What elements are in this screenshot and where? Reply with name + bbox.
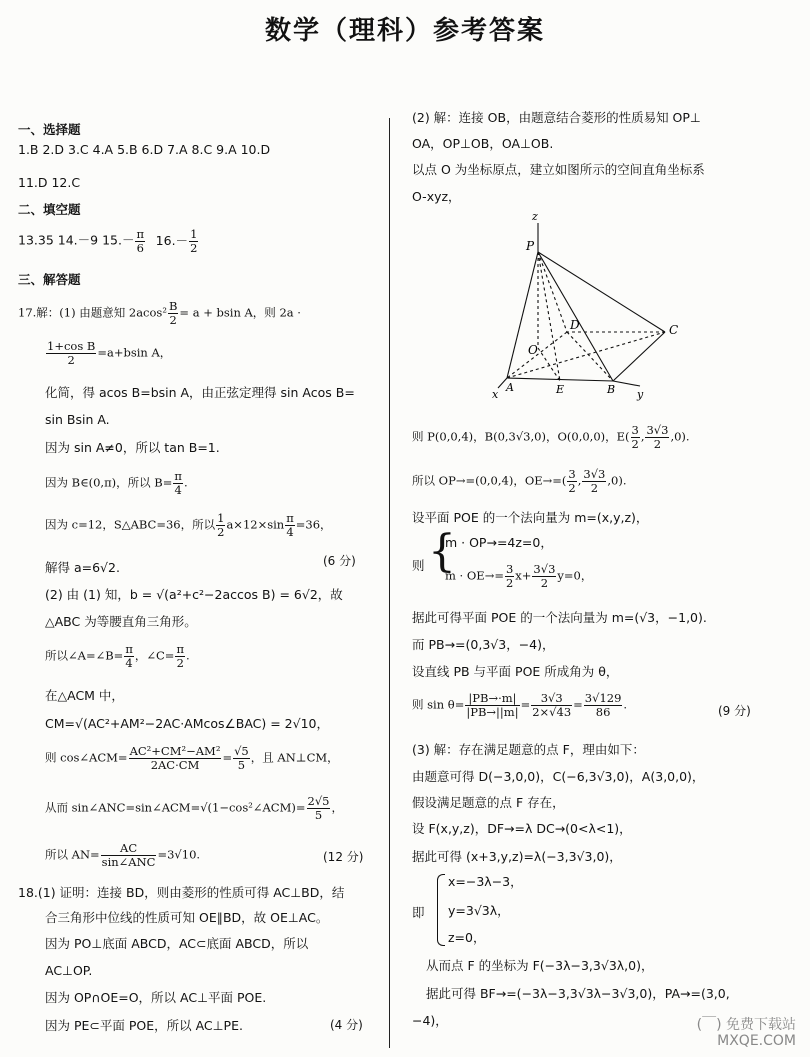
system-brace: {: [428, 526, 456, 577]
r-line9: 而 PB→=(0,3√3，−4)，: [412, 637, 555, 652]
score-mark-6: (6 分): [323, 554, 356, 568]
q17-line13: CM=√(AC²+AM²−2AC·AMcos∠BAC) = 2√10，: [45, 716, 330, 731]
edge-PA: [507, 252, 538, 378]
score-mark-4: (4 分): [330, 1018, 363, 1032]
label-P: P: [526, 239, 535, 253]
pyramid-figure: [480, 208, 690, 403]
r-line12: (3) 解：存在满足题意的点 F，理由如下：: [412, 742, 645, 757]
q17-line15: 从而 sin∠ANC=sin∠ACM=√(1−cos²∠ACM)= $\frac{2√5}{5}$ ，: [45, 794, 343, 822]
r-line15: 设 F(x,y,z)，DF→=λ DC→(0<λ<1)，: [412, 821, 632, 836]
choice-answers-row2: 11.D 12.C: [18, 175, 81, 190]
watermark: (￣) 免费下载站 MXQE.COM: [696, 1017, 796, 1049]
r-line14: 假设满足题意的点 F 存在，: [412, 795, 565, 810]
r-line6: 所以 OP→=(0,0,4)，OE→=( $\frac{3}{2}$ , $\frac{3√3}{2}$ ,0).: [412, 467, 627, 495]
q18-line1: 18.(1) 证明：连接 BD，则由菱形的性质可得 AC⊥BD，结: [18, 885, 345, 900]
page-title: 数学（理科）参考答案: [264, 16, 545, 46]
r-line7: 设平面 POE 的一个法向量为 m=(x,y,z)，: [412, 510, 649, 525]
q18-line6: 因为 PE⊂平面 POE，所以 AC⊥PE.: [45, 1018, 243, 1033]
label-x: x: [492, 388, 499, 401]
score-mark-12: (12 分): [323, 850, 364, 864]
r-line18: 据此可得 BF→=(−3λ−3,3√3λ−3√3,0)，PA→=(3,0,: [426, 986, 730, 1001]
r-line13: 由题意可得 D(−3,0,0)，C(−6,3√3,0)，A(3,0,0)，: [412, 769, 705, 784]
score-mark-9: (9 分): [718, 704, 751, 718]
q17-line14: 则 cos∠ACM= $\frac{\text{AC²+CM²−AM²}}{2AC\cdot CM}$ = $\frac{√5}{5}$ ，且 AN⊥CM，: [45, 744, 339, 772]
section-fill-header: 二、填空题: [18, 202, 81, 217]
edge-BC: [613, 332, 665, 381]
r-line8: 据此可得平面 POE 的一个法向量为 m=(√3，−1,0).: [412, 610, 707, 625]
q18-line3: 因为 PO⊥底面 ABCD，AC⊂底面 ABCD，所以: [45, 936, 309, 951]
q17-line1: 17.解：(1) 由题意知 2acos² $\frac{B}{2}$ = a + bsin A，则 2a ·: [18, 299, 301, 327]
r-line1: (2) 解：连接 OB，由题意结合菱形的性质易知 OP⊥: [412, 110, 701, 125]
q17-line11: 所以∠A=∠B= $\frac{\pi}{4}$ ，∠C= $\frac{\pi}{2}$ .: [45, 642, 190, 670]
q17-line9: (2) 由 (1) 知，b = √(a²+c²−2accos B) = 6√2，故: [45, 587, 343, 602]
r-line2: OA，OP⊥OB，OA⊥OB.: [412, 136, 554, 151]
fill-answers: 13.35 14.－9 15.－ $\frac{\pi}{6}$ 16.－ $\frac{1}{2}$: [18, 227, 198, 255]
q17-line10: △ABC 为等腰直角三角形。: [45, 614, 197, 629]
r-system2-eq3: z=0，: [448, 930, 486, 945]
edge-PD: [538, 252, 567, 332]
label-E: E: [556, 383, 565, 396]
q17-line7: 因为 c=12，S△ABC=36，所以 $\frac{1}{2}$ a×12×sin $\frac{\pi}{4}$ =36，: [45, 511, 332, 539]
label-y: y: [637, 388, 644, 401]
label-z: z: [532, 210, 538, 223]
label-A: A: [506, 381, 514, 394]
q18-line4: AC⊥OP.: [45, 963, 93, 978]
label-O: O: [528, 343, 538, 357]
r-line4: O-xyz，: [412, 189, 461, 204]
section-solution-header: 三、解答题: [18, 272, 81, 287]
r-line11: 则 sin θ= $\frac{|PB\to\cdot m|}{|PB\to||m|}$ = $\frac{3√3}{2\times√43}$ = $\frac{3√129}{86}$ .: [412, 691, 628, 719]
r-system2-eq2: y=3√3λ，: [448, 903, 510, 918]
label-B: B: [607, 383, 616, 396]
diag-DB: [567, 332, 613, 381]
q17-line6: 因为 B∈(0,π)，所以 B= $\frac{\pi}{4}$ .: [45, 469, 188, 497]
r-system-eq1: m · OP→=4z=0，: [445, 535, 553, 550]
q18-line2: 合三角形中位线的性质可知 OE∥BD，故 OE⊥AC。: [45, 910, 329, 925]
label-D: D: [570, 318, 580, 332]
r-then-label: 则: [412, 558, 425, 573]
q17-line2: $\frac{\text{1+cos B}}{2}$ =a+bsin A，: [47, 339, 172, 367]
r-system-eq2: m · OE→= $\frac{3}{2}$ x+ $\frac{3√3}{2}$ y=0，: [445, 562, 593, 590]
q17-line5: 因为 sin A≠0，所以 tan B=1.: [45, 440, 220, 455]
column-divider: [389, 118, 390, 1048]
r-line3: 以点 O 为坐标原点，建立如图所示的空间直角坐标系: [412, 162, 705, 177]
q17-line4: sin Bsin A.: [45, 412, 110, 427]
r-line19: −4)，: [412, 1013, 448, 1028]
label-C: C: [669, 323, 679, 337]
r-system2-eq1: x=−3λ−3，: [448, 874, 523, 889]
edge-PC: [538, 252, 665, 332]
r-line16: 据此可得 (x+3,y,z)=λ(−3,3√3,0)，: [412, 849, 622, 864]
q17-line12: 在△ACM 中，: [45, 688, 124, 703]
section-choice-header: 一、选择题: [18, 122, 81, 137]
system2-brace: [437, 874, 445, 946]
r-line10: 设直线 PB 与平面 POE 所成角为 θ，: [412, 664, 619, 679]
q17-line8: 解得 a=6√2.: [45, 560, 120, 575]
y-axis: [613, 381, 640, 386]
r-system2-label: 即: [412, 905, 425, 920]
choice-answers-row1: 1.B 2.D 3.C 4.A 5.B 6.D 7.A 8.C 9.A 10.D: [18, 142, 271, 157]
edge-PB: [538, 252, 613, 381]
q17-line16: 所以 AN= AC sin∠ANC =3√10.: [45, 841, 201, 869]
q17-line3: 化简，得 acos B=bsin A，由正弦定理得 sin Acos B=: [45, 385, 355, 400]
q18-line5: 因为 OP∩OE=O，所以 AC⊥平面 POE.: [45, 990, 267, 1005]
r-line17: 从而点 F 的坐标为 F(−3λ−3,3√3λ,0)，: [426, 958, 654, 973]
r-line5: 则 P(0,0,4)，B(0,3√3,0)，O(0,0,0)，E( $\frac{3}{2}$ , $\frac{3√3}{2}$ ,0).: [412, 423, 690, 451]
